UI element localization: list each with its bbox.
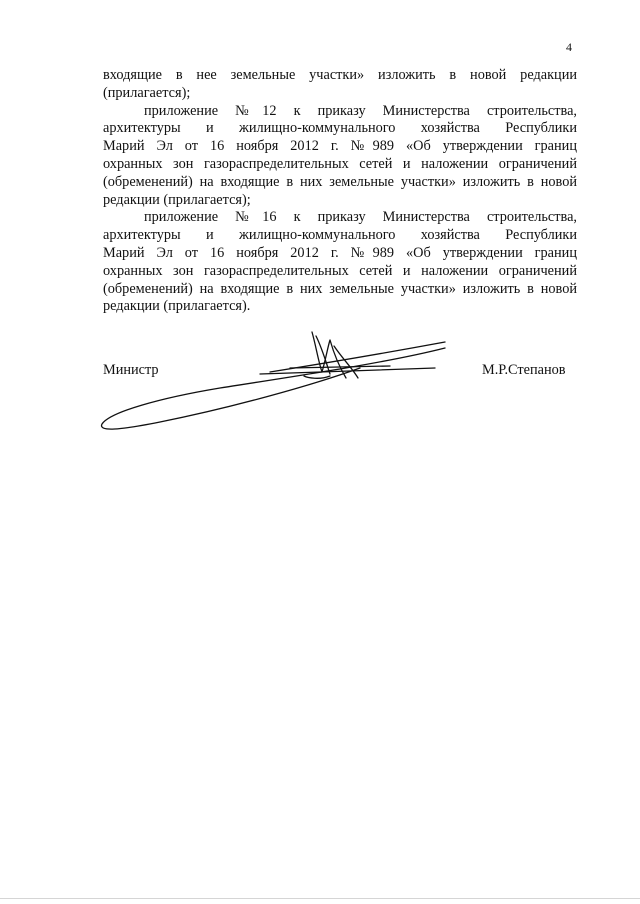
document-body (103, 67, 577, 316)
paragraph-1 (103, 67, 577, 103)
handwritten-signature (90, 328, 460, 436)
paragraph-3 (103, 209, 577, 316)
text-line: Марий Эл от 16 ноября 2012 г. №989 «Об утверждении границ (103, 244, 577, 261)
text-line: редакции (прилагается). (103, 298, 251, 315)
signatory-role: Министр (103, 362, 159, 378)
signatory-name: М.Р.Степанов (482, 362, 566, 378)
text-line: охранных зон газораспределительных сетей и наложении ограничений (103, 262, 577, 279)
text-line: охранных зон газораспределительных сетей и наложении ограничений (103, 155, 577, 172)
text-line: (обременений) на входящие в них земельные участки» изложить в новой (103, 280, 577, 297)
text-line: приложение №12 к приказу Министерства строительства, (144, 102, 577, 119)
text-line: архитектуры и жилищно-коммунального хозяйства Республики (103, 120, 577, 137)
text-line: (обременений) на входящие в них земельные участки» изложить в новой (103, 173, 577, 190)
text-line: (прилагается); (103, 84, 191, 101)
text-line: архитектуры и жилищно-коммунального хозяйства Республики (103, 227, 577, 244)
text-line: приложение №16 к приказу Министерства строительства, (144, 209, 577, 226)
text-line: входящие в нее земельные участки» изложить в новой редакции (103, 67, 577, 83)
paragraph-2 (103, 103, 577, 210)
text-line: Марий Эл от 16 ноября 2012 г. №989 «Об утверждении границ (103, 138, 577, 155)
page-bottom-divider (0, 898, 640, 899)
text-line: редакции (прилагается); (103, 191, 251, 208)
page-number: 4 (566, 40, 572, 54)
